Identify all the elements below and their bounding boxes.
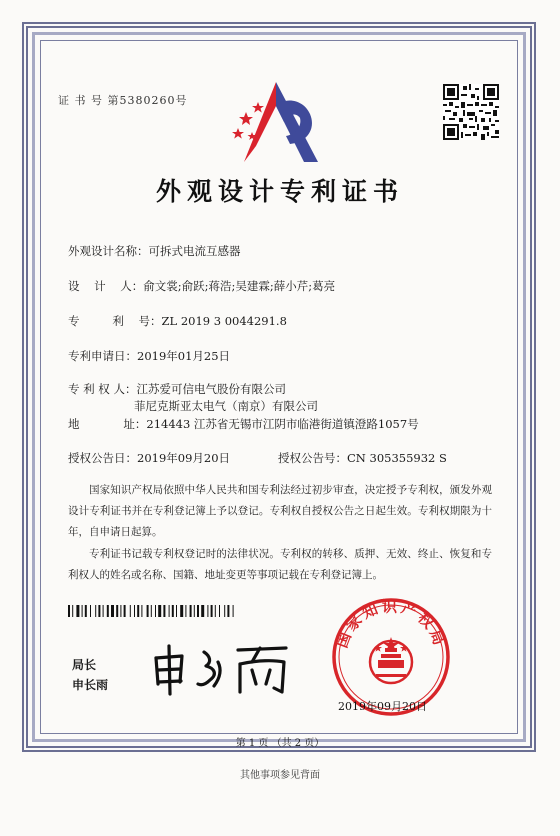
patent-number-value: ZL 2019 3 0044291.8: [161, 314, 287, 328]
address-value: 214443 江苏省无锡市江阴市临港街道镇澄路1057号: [146, 417, 419, 431]
cnipa-logo-icon: [226, 76, 326, 168]
qr-code-icon: [443, 84, 499, 140]
filing-date-row: [68, 348, 230, 364]
handwritten-signature-icon: [148, 640, 298, 698]
statement-paragraph-2: [68, 544, 492, 586]
signature-title: 局长: [72, 658, 97, 672]
statement-paragraph-1: [68, 480, 492, 543]
filing-date-value: 2019年01月25日: [137, 349, 231, 363]
patentee-value-1: 江苏爱可信电气股份有限公司: [136, 382, 286, 396]
barcode-icon: [68, 605, 276, 617]
signature-name: 申长雨: [72, 678, 109, 692]
designer-row: [68, 278, 335, 294]
certificate-title: 外观设计专利证书: [155, 177, 404, 206]
patentee-value-2: 菲尼克斯亚太电气（南京）有限公司: [134, 399, 318, 413]
footer-note: 其他事项参见背面: [240, 770, 320, 781]
design-name-row: [68, 243, 241, 259]
grant-number-label: 授权公告号：: [278, 451, 347, 465]
grant-number-value: CN 305355932 S: [347, 451, 447, 465]
statement-text-2: 专利证书记载专利权登记时的法律状况。专利权的转移、质押、无效、终止、恢复和专利权人的姓名或名称、国籍、地址变更等事项记载在专利登记簿上。: [68, 548, 492, 581]
patentee-label: 专 利 权 人：: [68, 382, 137, 396]
grant-date-row: [68, 450, 230, 466]
seal-text: 国家知识产权局: [332, 597, 450, 651]
address-row: [68, 416, 419, 432]
patent-number-row: [68, 313, 287, 329]
statement-text-1: 国家知识产权局依照中华人民共和国专利法经过初步审查，决定授予专利权，颁发外观设计专利证书并在专利登记簿上予以登记。专利权自授权公告之日起生效。专利权期限为十年，自申请日起算。: [68, 484, 492, 538]
designer-label: 设 计 人：: [68, 279, 144, 293]
page-number: 第 1 页 （共 2 页）: [235, 738, 325, 749]
design-name-value: 可拆式电流互感器: [148, 244, 241, 258]
grant-date-label: 授权公告日：: [68, 451, 137, 465]
patent-number-label: 专 利 号：: [68, 314, 162, 328]
patentee-row: [68, 381, 286, 397]
design-name-label: 外观设计名称：: [68, 244, 149, 258]
filing-date-label: 专利申请日：: [68, 349, 137, 363]
address-label: 地 址：: [68, 417, 147, 431]
grant-number-row: [278, 450, 447, 466]
patentee-row-2: [134, 398, 318, 414]
seal-date: 2019年09月20日: [338, 700, 427, 713]
designer-value: 俞文裳;俞跃;蒋浩;吴建霖;薛小芹;葛亮: [143, 279, 336, 293]
grant-date-value: 2019年09月20日: [137, 451, 231, 465]
certificate-number: 证 书 号 第5380260号: [58, 94, 188, 107]
